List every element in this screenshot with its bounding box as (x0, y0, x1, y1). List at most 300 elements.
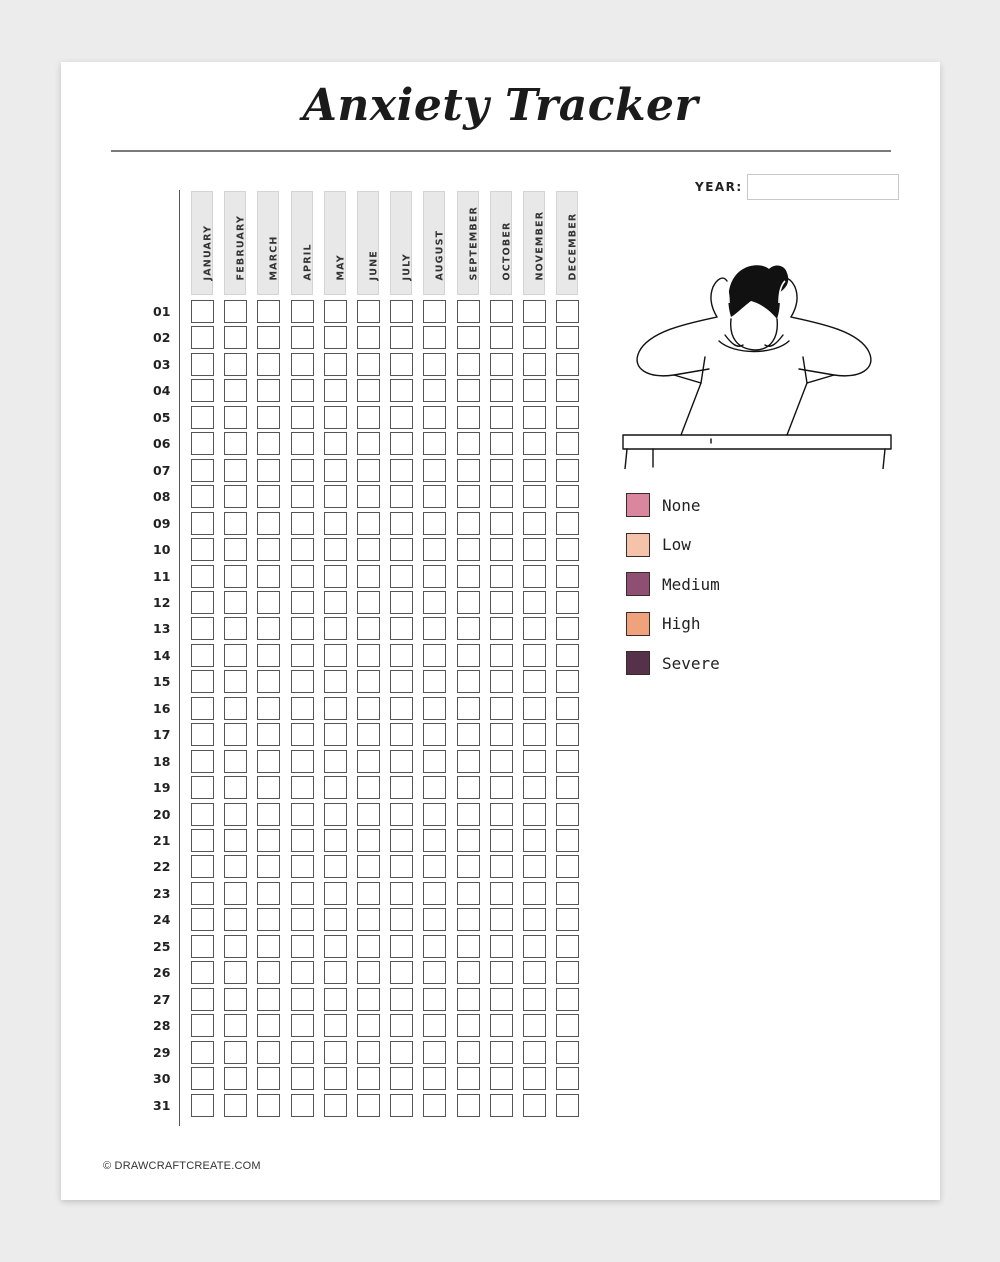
day-checkbox[interactable] (291, 935, 314, 958)
day-checkbox[interactable] (324, 776, 347, 799)
day-checkbox[interactable] (390, 617, 413, 640)
day-checkbox[interactable] (257, 882, 280, 905)
day-checkbox[interactable] (490, 935, 513, 958)
day-checkbox[interactable] (423, 935, 446, 958)
day-checkbox[interactable] (423, 723, 446, 746)
day-checkbox[interactable] (523, 988, 546, 1011)
day-checkbox[interactable] (357, 882, 380, 905)
day-checkbox[interactable] (324, 379, 347, 402)
day-checkbox[interactable] (191, 591, 214, 614)
day-checkbox[interactable] (556, 803, 579, 826)
day-checkbox[interactable] (324, 1041, 347, 1064)
day-checkbox[interactable] (490, 1041, 513, 1064)
day-checkbox[interactable] (490, 908, 513, 931)
day-checkbox[interactable] (224, 908, 247, 931)
day-checkbox[interactable] (357, 855, 380, 878)
day-checkbox[interactable] (523, 776, 546, 799)
day-checkbox[interactable] (191, 1094, 214, 1117)
day-checkbox[interactable] (523, 803, 546, 826)
day-checkbox[interactable] (257, 776, 280, 799)
day-checkbox[interactable] (191, 723, 214, 746)
day-checkbox[interactable] (224, 829, 247, 852)
day-checkbox[interactable] (523, 565, 546, 588)
day-checkbox[interactable] (556, 459, 579, 482)
day-checkbox[interactable] (390, 750, 413, 773)
day-checkbox[interactable] (523, 723, 546, 746)
day-checkbox[interactable] (224, 591, 247, 614)
day-checkbox[interactable] (423, 670, 446, 693)
day-checkbox[interactable] (390, 697, 413, 720)
day-checkbox[interactable] (257, 1014, 280, 1037)
day-checkbox[interactable] (423, 697, 446, 720)
day-checkbox[interactable] (457, 565, 480, 588)
day-checkbox[interactable] (357, 803, 380, 826)
day-checkbox[interactable] (257, 908, 280, 931)
day-checkbox[interactable] (291, 406, 314, 429)
day-checkbox[interactable] (490, 538, 513, 561)
day-checkbox[interactable] (324, 326, 347, 349)
day-checkbox[interactable] (257, 855, 280, 878)
day-checkbox[interactable] (556, 723, 579, 746)
day-checkbox[interactable] (291, 485, 314, 508)
day-checkbox[interactable] (556, 432, 579, 455)
day-checkbox[interactable] (490, 776, 513, 799)
day-checkbox[interactable] (224, 855, 247, 878)
day-checkbox[interactable] (357, 697, 380, 720)
day-checkbox[interactable] (390, 1014, 413, 1037)
day-checkbox[interactable] (357, 512, 380, 535)
day-checkbox[interactable] (324, 406, 347, 429)
day-checkbox[interactable] (324, 908, 347, 931)
day-checkbox[interactable] (523, 1041, 546, 1064)
day-checkbox[interactable] (457, 591, 480, 614)
day-checkbox[interactable] (324, 538, 347, 561)
day-checkbox[interactable] (423, 1094, 446, 1117)
day-checkbox[interactable] (357, 908, 380, 931)
day-checkbox[interactable] (191, 512, 214, 535)
day-checkbox[interactable] (490, 723, 513, 746)
day-checkbox[interactable] (423, 617, 446, 640)
day-checkbox[interactable] (556, 776, 579, 799)
day-checkbox[interactable] (257, 379, 280, 402)
day-checkbox[interactable] (324, 1067, 347, 1090)
day-checkbox[interactable] (324, 300, 347, 323)
day-checkbox[interactable] (224, 353, 247, 376)
day-checkbox[interactable] (257, 1067, 280, 1090)
day-checkbox[interactable] (291, 723, 314, 746)
day-checkbox[interactable] (390, 538, 413, 561)
day-checkbox[interactable] (457, 697, 480, 720)
day-checkbox[interactable] (357, 485, 380, 508)
day-checkbox[interactable] (423, 485, 446, 508)
day-checkbox[interactable] (523, 326, 546, 349)
day-checkbox[interactable] (224, 432, 247, 455)
day-checkbox[interactable] (291, 326, 314, 349)
day-checkbox[interactable] (357, 750, 380, 773)
day-checkbox[interactable] (357, 406, 380, 429)
day-checkbox[interactable] (257, 512, 280, 535)
day-checkbox[interactable] (291, 1094, 314, 1117)
day-checkbox[interactable] (490, 697, 513, 720)
day-checkbox[interactable] (224, 300, 247, 323)
day-checkbox[interactable] (556, 988, 579, 1011)
day-checkbox[interactable] (457, 644, 480, 667)
day-checkbox[interactable] (457, 300, 480, 323)
day-checkbox[interactable] (457, 1067, 480, 1090)
day-checkbox[interactable] (191, 935, 214, 958)
day-checkbox[interactable] (357, 617, 380, 640)
day-checkbox[interactable] (390, 1041, 413, 1064)
day-checkbox[interactable] (257, 961, 280, 984)
day-checkbox[interactable] (457, 406, 480, 429)
day-checkbox[interactable] (523, 882, 546, 905)
day-checkbox[interactable] (357, 379, 380, 402)
day-checkbox[interactable] (523, 961, 546, 984)
day-checkbox[interactable] (324, 935, 347, 958)
day-checkbox[interactable] (490, 670, 513, 693)
day-checkbox[interactable] (390, 512, 413, 535)
day-checkbox[interactable] (490, 379, 513, 402)
day-checkbox[interactable] (291, 855, 314, 878)
day-checkbox[interactable] (390, 353, 413, 376)
day-checkbox[interactable] (257, 829, 280, 852)
day-checkbox[interactable] (291, 1014, 314, 1037)
day-checkbox[interactable] (390, 855, 413, 878)
day-checkbox[interactable] (324, 829, 347, 852)
day-checkbox[interactable] (324, 512, 347, 535)
day-checkbox[interactable] (191, 1041, 214, 1064)
day-checkbox[interactable] (423, 908, 446, 931)
day-checkbox[interactable] (556, 670, 579, 693)
day-checkbox[interactable] (291, 1041, 314, 1064)
day-checkbox[interactable] (423, 591, 446, 614)
day-checkbox[interactable] (224, 617, 247, 640)
day-checkbox[interactable] (257, 1041, 280, 1064)
day-checkbox[interactable] (490, 961, 513, 984)
day-checkbox[interactable] (457, 908, 480, 931)
day-checkbox[interactable] (390, 1067, 413, 1090)
day-checkbox[interactable] (357, 459, 380, 482)
day-checkbox[interactable] (523, 750, 546, 773)
day-checkbox[interactable] (423, 538, 446, 561)
day-checkbox[interactable] (224, 326, 247, 349)
day-checkbox[interactable] (191, 908, 214, 931)
day-checkbox[interactable] (257, 353, 280, 376)
day-checkbox[interactable] (523, 670, 546, 693)
day-checkbox[interactable] (191, 644, 214, 667)
day-checkbox[interactable] (224, 379, 247, 402)
day-checkbox[interactable] (490, 1014, 513, 1037)
day-checkbox[interactable] (357, 723, 380, 746)
day-checkbox[interactable] (556, 1067, 579, 1090)
day-checkbox[interactable] (390, 644, 413, 667)
day-checkbox[interactable] (390, 723, 413, 746)
day-checkbox[interactable] (457, 935, 480, 958)
day-checkbox[interactable] (490, 565, 513, 588)
day-checkbox[interactable] (257, 697, 280, 720)
day-checkbox[interactable] (457, 855, 480, 878)
day-checkbox[interactable] (423, 961, 446, 984)
day-checkbox[interactable] (490, 855, 513, 878)
day-checkbox[interactable] (357, 776, 380, 799)
day-checkbox[interactable] (523, 644, 546, 667)
day-checkbox[interactable] (457, 1094, 480, 1117)
day-checkbox[interactable] (390, 803, 413, 826)
day-checkbox[interactable] (556, 908, 579, 931)
day-checkbox[interactable] (457, 829, 480, 852)
day-checkbox[interactable] (357, 644, 380, 667)
day-checkbox[interactable] (556, 829, 579, 852)
day-checkbox[interactable] (357, 1067, 380, 1090)
day-checkbox[interactable] (257, 432, 280, 455)
day-checkbox[interactable] (457, 803, 480, 826)
day-checkbox[interactable] (457, 617, 480, 640)
day-checkbox[interactable] (224, 697, 247, 720)
day-checkbox[interactable] (257, 326, 280, 349)
day-checkbox[interactable] (224, 882, 247, 905)
day-checkbox[interactable] (457, 432, 480, 455)
day-checkbox[interactable] (556, 855, 579, 878)
day-checkbox[interactable] (523, 512, 546, 535)
day-checkbox[interactable] (523, 935, 546, 958)
day-checkbox[interactable] (191, 538, 214, 561)
day-checkbox[interactable] (257, 750, 280, 773)
day-checkbox[interactable] (390, 326, 413, 349)
day-checkbox[interactable] (324, 882, 347, 905)
day-checkbox[interactable] (324, 1094, 347, 1117)
day-checkbox[interactable] (224, 485, 247, 508)
day-checkbox[interactable] (257, 565, 280, 588)
day-checkbox[interactable] (490, 1067, 513, 1090)
day-checkbox[interactable] (490, 326, 513, 349)
day-checkbox[interactable] (224, 1094, 247, 1117)
day-checkbox[interactable] (523, 353, 546, 376)
day-checkbox[interactable] (291, 591, 314, 614)
day-checkbox[interactable] (291, 565, 314, 588)
day-checkbox[interactable] (191, 1014, 214, 1037)
day-checkbox[interactable] (423, 300, 446, 323)
day-checkbox[interactable] (324, 353, 347, 376)
day-checkbox[interactable] (257, 617, 280, 640)
day-checkbox[interactable] (324, 803, 347, 826)
day-checkbox[interactable] (324, 485, 347, 508)
day-checkbox[interactable] (224, 512, 247, 535)
day-checkbox[interactable] (291, 459, 314, 482)
day-checkbox[interactable] (457, 882, 480, 905)
day-checkbox[interactable] (191, 882, 214, 905)
day-checkbox[interactable] (324, 670, 347, 693)
day-checkbox[interactable] (224, 1014, 247, 1037)
day-checkbox[interactable] (556, 565, 579, 588)
day-checkbox[interactable] (390, 379, 413, 402)
day-checkbox[interactable] (291, 988, 314, 1011)
day-checkbox[interactable] (257, 1094, 280, 1117)
day-checkbox[interactable] (457, 485, 480, 508)
day-checkbox[interactable] (357, 353, 380, 376)
day-checkbox[interactable] (191, 750, 214, 773)
day-checkbox[interactable] (490, 617, 513, 640)
day-checkbox[interactable] (324, 617, 347, 640)
day-checkbox[interactable] (291, 617, 314, 640)
day-checkbox[interactable] (191, 776, 214, 799)
day-checkbox[interactable] (490, 882, 513, 905)
day-checkbox[interactable] (523, 829, 546, 852)
day-checkbox[interactable] (291, 379, 314, 402)
day-checkbox[interactable] (523, 459, 546, 482)
day-checkbox[interactable] (357, 961, 380, 984)
day-checkbox[interactable] (523, 697, 546, 720)
day-checkbox[interactable] (224, 670, 247, 693)
day-checkbox[interactable] (423, 776, 446, 799)
day-checkbox[interactable] (257, 538, 280, 561)
day-checkbox[interactable] (523, 1067, 546, 1090)
day-checkbox[interactable] (324, 988, 347, 1011)
day-checkbox[interactable] (490, 300, 513, 323)
day-checkbox[interactable] (291, 961, 314, 984)
day-checkbox[interactable] (457, 670, 480, 693)
day-checkbox[interactable] (191, 406, 214, 429)
day-checkbox[interactable] (191, 670, 214, 693)
day-checkbox[interactable] (324, 591, 347, 614)
day-checkbox[interactable] (556, 379, 579, 402)
day-checkbox[interactable] (357, 829, 380, 852)
day-checkbox[interactable] (191, 1067, 214, 1090)
day-checkbox[interactable] (291, 882, 314, 905)
day-checkbox[interactable] (224, 723, 247, 746)
day-checkbox[interactable] (490, 644, 513, 667)
day-checkbox[interactable] (490, 459, 513, 482)
day-checkbox[interactable] (324, 1014, 347, 1037)
day-checkbox[interactable] (523, 406, 546, 429)
day-checkbox[interactable] (423, 379, 446, 402)
day-checkbox[interactable] (257, 591, 280, 614)
day-checkbox[interactable] (556, 961, 579, 984)
day-checkbox[interactable] (423, 406, 446, 429)
day-checkbox[interactable] (523, 485, 546, 508)
day-checkbox[interactable] (556, 591, 579, 614)
day-checkbox[interactable] (291, 512, 314, 535)
day-checkbox[interactable] (457, 1014, 480, 1037)
day-checkbox[interactable] (390, 829, 413, 852)
day-checkbox[interactable] (556, 485, 579, 508)
day-checkbox[interactable] (291, 644, 314, 667)
day-checkbox[interactable] (357, 1014, 380, 1037)
day-checkbox[interactable] (191, 353, 214, 376)
day-checkbox[interactable] (423, 1041, 446, 1064)
day-checkbox[interactable] (390, 485, 413, 508)
day-checkbox[interactable] (191, 855, 214, 878)
day-checkbox[interactable] (291, 538, 314, 561)
day-checkbox[interactable] (556, 326, 579, 349)
day-checkbox[interactable] (556, 406, 579, 429)
day-checkbox[interactable] (390, 565, 413, 588)
day-checkbox[interactable] (291, 670, 314, 693)
day-checkbox[interactable] (324, 750, 347, 773)
day-checkbox[interactable] (457, 459, 480, 482)
day-checkbox[interactable] (423, 512, 446, 535)
day-checkbox[interactable] (390, 908, 413, 931)
day-checkbox[interactable] (523, 538, 546, 561)
day-checkbox[interactable] (324, 961, 347, 984)
day-checkbox[interactable] (390, 882, 413, 905)
day-checkbox[interactable] (257, 406, 280, 429)
day-checkbox[interactable] (357, 670, 380, 693)
day-checkbox[interactable] (390, 459, 413, 482)
day-checkbox[interactable] (390, 300, 413, 323)
day-checkbox[interactable] (257, 459, 280, 482)
day-checkbox[interactable] (423, 1014, 446, 1037)
day-checkbox[interactable] (324, 697, 347, 720)
day-checkbox[interactable] (556, 538, 579, 561)
day-checkbox[interactable] (490, 485, 513, 508)
day-checkbox[interactable] (390, 1094, 413, 1117)
day-checkbox[interactable] (291, 803, 314, 826)
day-checkbox[interactable] (324, 644, 347, 667)
day-checkbox[interactable] (490, 1094, 513, 1117)
day-checkbox[interactable] (324, 459, 347, 482)
day-checkbox[interactable] (224, 803, 247, 826)
day-checkbox[interactable] (291, 353, 314, 376)
day-checkbox[interactable] (257, 644, 280, 667)
day-checkbox[interactable] (224, 459, 247, 482)
day-checkbox[interactable] (224, 935, 247, 958)
day-checkbox[interactable] (490, 432, 513, 455)
day-checkbox[interactable] (291, 829, 314, 852)
day-checkbox[interactable] (224, 565, 247, 588)
day-checkbox[interactable] (257, 670, 280, 693)
day-checkbox[interactable] (490, 591, 513, 614)
day-checkbox[interactable] (556, 1041, 579, 1064)
day-checkbox[interactable] (556, 617, 579, 640)
day-checkbox[interactable] (291, 1067, 314, 1090)
day-checkbox[interactable] (191, 617, 214, 640)
day-checkbox[interactable] (357, 988, 380, 1011)
day-checkbox[interactable] (556, 512, 579, 535)
day-checkbox[interactable] (191, 379, 214, 402)
day-checkbox[interactable] (523, 591, 546, 614)
day-checkbox[interactable] (523, 432, 546, 455)
day-checkbox[interactable] (457, 961, 480, 984)
day-checkbox[interactable] (556, 1014, 579, 1037)
day-checkbox[interactable] (490, 750, 513, 773)
day-checkbox[interactable] (523, 617, 546, 640)
day-checkbox[interactable] (357, 432, 380, 455)
day-checkbox[interactable] (457, 326, 480, 349)
day-checkbox[interactable] (191, 803, 214, 826)
day-checkbox[interactable] (291, 432, 314, 455)
day-checkbox[interactable] (257, 723, 280, 746)
day-checkbox[interactable] (423, 432, 446, 455)
day-checkbox[interactable] (357, 1041, 380, 1064)
day-checkbox[interactable] (324, 723, 347, 746)
day-checkbox[interactable] (457, 353, 480, 376)
day-checkbox[interactable] (324, 565, 347, 588)
day-checkbox[interactable] (191, 326, 214, 349)
day-checkbox[interactable] (357, 300, 380, 323)
day-checkbox[interactable] (556, 644, 579, 667)
day-checkbox[interactable] (423, 353, 446, 376)
day-checkbox[interactable] (490, 406, 513, 429)
day-checkbox[interactable] (357, 326, 380, 349)
day-checkbox[interactable] (490, 829, 513, 852)
day-checkbox[interactable] (191, 829, 214, 852)
day-checkbox[interactable] (556, 353, 579, 376)
day-checkbox[interactable] (291, 776, 314, 799)
day-checkbox[interactable] (191, 697, 214, 720)
day-checkbox[interactable] (423, 882, 446, 905)
day-checkbox[interactable] (423, 988, 446, 1011)
day-checkbox[interactable] (423, 750, 446, 773)
